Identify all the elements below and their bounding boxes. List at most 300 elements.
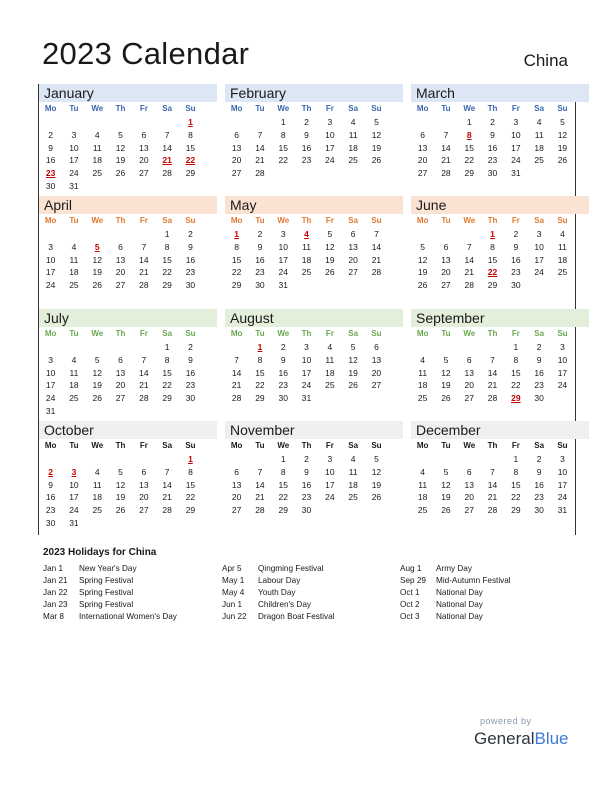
holiday-item <box>43 611 177 623</box>
day-cell: 17 <box>557 479 568 490</box>
day-cell: 31 <box>278 280 288 291</box>
day-cell: 15 <box>278 479 288 490</box>
day-cell: 12 <box>371 466 382 477</box>
weekday-label: Fr <box>139 441 148 450</box>
day-cell: 8 <box>280 466 286 477</box>
weekday-label: Su <box>371 216 382 225</box>
day-cell: 19 <box>557 142 568 153</box>
holidays-title: 2023 Holidays for China <box>43 547 157 558</box>
day-cell: 14 <box>255 479 265 490</box>
day-cell: 30 <box>301 505 312 516</box>
day-cell: 11 <box>558 241 567 252</box>
day-cell: 17 <box>301 367 312 378</box>
week-row <box>39 167 217 180</box>
day-cell: 24 <box>534 267 544 278</box>
day-cell <box>39 341 62 354</box>
day-cell: 25 <box>325 380 335 391</box>
month-april <box>39 196 217 308</box>
day-cell: 6 <box>443 241 449 252</box>
day-cell: 26 <box>417 280 428 291</box>
holiday-day-cell: 29 <box>511 393 521 404</box>
day-cell: 6 <box>466 354 472 365</box>
day-cell <box>86 116 109 129</box>
day-cell: 7 <box>490 354 495 365</box>
day-cell <box>86 228 109 241</box>
holiday-name: Spring Festival <box>79 576 134 585</box>
day-cell: 9 <box>188 354 193 365</box>
day-cell <box>225 116 248 129</box>
day-cell <box>86 180 109 193</box>
day-cell <box>132 180 155 193</box>
day-cell: 24 <box>557 492 568 503</box>
week-row <box>225 341 403 354</box>
holiday-item <box>400 599 511 611</box>
day-cell <box>458 228 481 241</box>
day-cell: 17 <box>511 142 521 153</box>
holiday-day-cell: 23 <box>45 168 56 179</box>
holiday-day-cell: 4 <box>304 229 309 239</box>
day-cell: 18 <box>417 380 428 391</box>
day-cell <box>132 453 155 466</box>
day-cell: 29 <box>464 168 474 179</box>
weekday-label: Sa <box>348 216 359 225</box>
day-cell: 8 <box>257 354 263 365</box>
day-cell: 4 <box>71 241 77 252</box>
week-row <box>225 116 403 129</box>
week-row <box>225 367 403 380</box>
weekday-label: We <box>463 216 476 225</box>
day-cell: 26 <box>371 155 382 166</box>
holiday-column <box>400 563 511 623</box>
weekday-label: Su <box>185 216 196 225</box>
week-row <box>39 517 217 530</box>
day-cell: 11 <box>348 466 358 477</box>
day-cell: 4 <box>327 342 333 352</box>
day-cell: 16 <box>185 254 196 265</box>
day-cell <box>109 180 132 193</box>
day-cell: 13 <box>231 142 242 153</box>
day-cell: 22 <box>185 492 196 503</box>
holiday-name: National Day <box>436 600 483 609</box>
day-cell: 25 <box>92 168 102 179</box>
day-cell: 15 <box>162 367 172 378</box>
day-cell: 12 <box>115 479 126 490</box>
day-cell: 4 <box>420 354 426 365</box>
day-cell: 26 <box>441 393 451 404</box>
day-cell: 2 <box>257 229 263 239</box>
holiday-date: Oct 3 <box>400 612 420 621</box>
day-cell: 26 <box>441 505 451 516</box>
holiday-date: Oct 2 <box>400 600 420 609</box>
day-cell: 13 <box>139 479 149 490</box>
weekday-header <box>39 214 217 228</box>
day-cell: 7 <box>141 354 147 365</box>
day-cell: 9 <box>304 466 309 477</box>
day-cell: 11 <box>418 479 428 490</box>
week-row <box>411 167 589 180</box>
holiday-date: Jun 1 <box>222 600 243 609</box>
weekday-label: Mo <box>230 104 243 113</box>
week-row <box>225 392 403 405</box>
day-cell: 5 <box>560 117 565 127</box>
day-cell: 1 <box>164 229 170 239</box>
day-cell: 14 <box>487 367 498 378</box>
week-row <box>225 379 403 392</box>
day-cell: 23 <box>185 267 196 278</box>
day-cell: 27 <box>115 280 126 291</box>
day-cell <box>109 453 132 466</box>
day-cell: 13 <box>464 479 474 490</box>
day-cell: 9 <box>490 129 495 140</box>
day-cell <box>365 392 388 405</box>
week-row <box>411 154 589 167</box>
week-row <box>39 180 217 193</box>
day-cell <box>341 167 364 180</box>
day-cell: 27 <box>231 505 242 516</box>
weekday-label: Fr <box>325 441 334 450</box>
week-row <box>225 254 403 267</box>
day-cell: 17 <box>69 155 79 166</box>
week-row <box>411 129 589 142</box>
holiday-date: Jan 22 <box>43 588 68 597</box>
page-title: 2023 Calendar <box>42 36 250 71</box>
day-cell: 25 <box>348 155 358 166</box>
weekday-label: Tu <box>255 441 265 450</box>
weekday-label: Sa <box>534 104 545 113</box>
day-cell: 21 <box>162 492 172 503</box>
day-cell: 21 <box>487 380 498 391</box>
weekday-label: Su <box>371 441 382 450</box>
holiday-item <box>43 599 177 611</box>
day-cell: 3 <box>71 129 77 140</box>
weekday-header <box>225 439 403 453</box>
day-cell: 25 <box>69 393 79 404</box>
day-cell: 4 <box>350 117 356 127</box>
day-cell: 2 <box>188 229 193 239</box>
day-cell: 11 <box>534 129 544 140</box>
day-cell: 19 <box>348 367 358 378</box>
day-cell: 2 <box>48 129 54 140</box>
day-cell: 19 <box>441 380 451 391</box>
weekday-label: Sa <box>348 441 359 450</box>
generalblue-logo[interactable] <box>474 729 569 749</box>
day-cell: 23 <box>301 492 312 503</box>
weekday-label: Sa <box>162 216 173 225</box>
day-cell: 31 <box>69 180 79 191</box>
month-name: July <box>39 309 217 327</box>
day-cell: 1 <box>466 117 472 127</box>
week-row <box>39 453 217 466</box>
day-cell: 20 <box>231 155 242 166</box>
day-cell: 26 <box>115 505 126 516</box>
week-row <box>411 354 589 367</box>
day-cell: 28 <box>139 280 149 291</box>
day-cell <box>318 504 341 517</box>
weekday-label: Fr <box>139 329 148 338</box>
weekday-label: Mo <box>230 441 243 450</box>
month-name: June <box>411 196 589 214</box>
month-name: April <box>39 196 217 214</box>
holiday-item <box>400 611 511 623</box>
day-cell: 24 <box>325 155 335 166</box>
day-cell: 8 <box>513 354 519 365</box>
weekday-label: Su <box>185 441 196 450</box>
week-row <box>411 142 589 155</box>
weekday-label: Mo <box>44 441 57 450</box>
holiday-day-cell: 3 <box>71 466 77 477</box>
day-cell <box>132 341 155 354</box>
holiday-name: Spring Festival <box>79 588 134 597</box>
day-cell: 24 <box>325 492 335 503</box>
day-cell: 25 <box>557 267 568 278</box>
day-cell: 10 <box>301 354 312 365</box>
day-cell: 21 <box>441 155 451 166</box>
week-row <box>39 228 217 241</box>
day-cell: 16 <box>511 254 521 265</box>
day-cell <box>109 228 132 241</box>
day-cell: 27 <box>464 393 474 404</box>
day-cell: 28 <box>255 505 265 516</box>
weekday-header <box>39 439 217 453</box>
day-cell: 2 <box>280 342 286 352</box>
day-cell: 11 <box>92 479 102 490</box>
day-cell <box>86 341 109 354</box>
holiday-date: Oct 1 <box>400 588 420 597</box>
day-cell: 24 <box>45 280 56 291</box>
day-cell: 20 <box>115 380 126 391</box>
day-cell: 20 <box>115 267 126 278</box>
weekday-label: We <box>91 329 104 338</box>
day-cell: 25 <box>348 492 358 503</box>
day-cell <box>411 228 434 241</box>
day-cell: 25 <box>92 505 102 516</box>
day-cell: 13 <box>139 142 149 153</box>
week-row <box>411 228 589 241</box>
day-cell: 22 <box>162 267 172 278</box>
day-cell: 22 <box>231 267 242 278</box>
day-cell: 14 <box>371 241 382 252</box>
day-cell: 28 <box>162 505 172 516</box>
day-cell: 25 <box>417 505 428 516</box>
weekday-label: Mo <box>44 104 57 113</box>
weekday-label: We <box>91 441 104 450</box>
day-cell: 28 <box>255 168 265 179</box>
day-cell: 27 <box>417 168 428 179</box>
weekday-label: Tu <box>69 329 79 338</box>
day-cell: 26 <box>92 280 102 291</box>
week-row <box>225 354 403 367</box>
holiday-day-cell: 22 <box>185 155 196 166</box>
week-row <box>39 254 217 267</box>
weekday-label: Sa <box>534 216 545 225</box>
day-cell: 26 <box>371 492 382 503</box>
holiday-item <box>43 575 177 587</box>
day-cell: 22 <box>278 155 288 166</box>
month-october <box>39 421 217 533</box>
day-cell: 1 <box>164 342 170 352</box>
day-cell: 27 <box>441 280 451 291</box>
week-row <box>39 129 217 142</box>
weekday-label: Th <box>487 329 498 338</box>
day-cell: 2 <box>304 454 309 464</box>
holiday-name: Youth Day <box>258 588 296 597</box>
day-cell: 14 <box>139 367 149 378</box>
day-cell: 19 <box>115 155 126 166</box>
weekday-header <box>39 327 217 341</box>
day-cell: 6 <box>234 466 240 477</box>
day-cell <box>155 453 178 466</box>
country-label: China <box>523 51 568 70</box>
day-cell: 18 <box>557 254 568 265</box>
day-cell <box>86 517 109 530</box>
day-cell: 12 <box>348 354 358 365</box>
day-cell: 8 <box>188 466 193 477</box>
weekday-header <box>225 102 403 116</box>
day-cell: 8 <box>513 466 519 477</box>
holiday-column <box>222 563 334 623</box>
week-row <box>39 367 217 380</box>
day-cell: 7 <box>141 241 147 252</box>
day-cell: 13 <box>464 367 474 378</box>
day-cell: 31 <box>557 505 568 516</box>
week-row <box>411 341 589 354</box>
weekday-label: Sa <box>162 104 173 113</box>
weekday-label: Mo <box>230 329 243 338</box>
holiday-day-cell: 1 <box>490 229 495 239</box>
day-cell: 18 <box>69 380 79 391</box>
week-row <box>411 266 589 279</box>
holiday-name: National Day <box>436 612 483 621</box>
day-cell <box>458 341 481 354</box>
day-cell: 9 <box>536 466 542 477</box>
day-cell: 3 <box>304 342 309 352</box>
day-cell: 5 <box>118 129 123 140</box>
day-cell: 24 <box>557 380 568 391</box>
day-cell: 7 <box>466 241 472 252</box>
weekday-label: Su <box>371 104 382 113</box>
day-cell: 30 <box>487 168 498 179</box>
day-cell <box>155 517 178 530</box>
weekday-label: Fr <box>511 329 520 338</box>
day-cell: 1 <box>513 342 519 352</box>
holiday-day-cell: 21 <box>162 155 172 166</box>
day-cell: 3 <box>327 454 333 464</box>
day-cell: 21 <box>464 267 474 278</box>
week-row <box>225 504 403 517</box>
day-cell: 30 <box>255 280 265 291</box>
weekday-label: We <box>91 104 104 113</box>
day-cell: 14 <box>162 479 172 490</box>
week-row <box>39 279 217 292</box>
day-cell <box>551 167 574 180</box>
weekday-label: We <box>277 216 290 225</box>
day-cell: 7 <box>443 129 449 140</box>
month-november <box>225 421 403 533</box>
day-cell <box>109 116 132 129</box>
day-cell: 28 <box>464 280 474 291</box>
day-cell: 4 <box>350 454 356 464</box>
month-name: September <box>411 309 589 327</box>
day-cell: 4 <box>94 466 100 477</box>
week-row <box>411 279 589 292</box>
day-cell: 13 <box>115 367 126 378</box>
day-cell: 6 <box>420 129 426 140</box>
day-cell: 9 <box>304 129 309 140</box>
weekday-label: Tu <box>255 104 265 113</box>
day-cell: 17 <box>278 254 288 265</box>
day-cell: 15 <box>464 142 474 153</box>
weekday-label: Tu <box>441 104 451 113</box>
day-cell: 9 <box>536 354 542 365</box>
week-row <box>411 241 589 254</box>
day-cell: 30 <box>185 280 196 291</box>
day-cell <box>341 504 364 517</box>
week-row <box>411 367 589 380</box>
day-cell: 2 <box>304 117 309 127</box>
day-cell <box>179 405 202 418</box>
day-cell: 31 <box>511 168 521 179</box>
day-cell: 5 <box>118 466 123 477</box>
day-cell: 11 <box>92 142 102 153</box>
month-june <box>411 196 589 308</box>
day-cell <box>458 453 481 466</box>
day-cell <box>62 116 85 129</box>
month-name: October <box>39 421 217 439</box>
day-cell: 29 <box>162 280 172 291</box>
month-name: March <box>411 84 589 102</box>
day-cell: 10 <box>534 241 544 252</box>
day-cell: 18 <box>92 492 102 503</box>
day-cell: 8 <box>164 241 170 252</box>
day-cell: 5 <box>327 229 333 239</box>
day-cell: 30 <box>278 393 288 404</box>
month-march <box>411 84 589 196</box>
day-cell <box>551 279 574 292</box>
day-cell: 9 <box>513 241 519 252</box>
day-cell <box>295 279 318 292</box>
holiday-day-cell: 1 <box>234 229 240 239</box>
day-cell: 7 <box>490 466 495 477</box>
month-september <box>411 309 589 421</box>
weekday-label: Th <box>115 216 126 225</box>
weekday-label: Th <box>301 104 312 113</box>
day-cell <box>62 341 85 354</box>
day-cell <box>109 517 132 530</box>
month-name: August <box>225 309 403 327</box>
day-cell <box>365 167 388 180</box>
day-cell: 15 <box>185 479 196 490</box>
day-cell: 14 <box>487 479 498 490</box>
weekday-label: Th <box>115 329 126 338</box>
day-cell: 8 <box>164 354 170 365</box>
day-cell: 5 <box>374 117 379 127</box>
day-cell <box>179 517 202 530</box>
day-cell: 10 <box>511 129 521 140</box>
day-cell: 23 <box>278 380 288 391</box>
weekday-label: Su <box>185 329 196 338</box>
day-cell: 6 <box>141 466 147 477</box>
day-cell: 23 <box>185 380 196 391</box>
day-cell: 5 <box>443 466 449 477</box>
week-row <box>225 453 403 466</box>
weekday-label: Tu <box>255 216 265 225</box>
day-cell: 18 <box>69 267 79 278</box>
day-cell: 18 <box>301 254 312 265</box>
day-cell: 18 <box>417 492 428 503</box>
day-cell <box>527 279 550 292</box>
day-cell: 18 <box>325 367 335 378</box>
day-cell: 1 <box>513 454 519 464</box>
